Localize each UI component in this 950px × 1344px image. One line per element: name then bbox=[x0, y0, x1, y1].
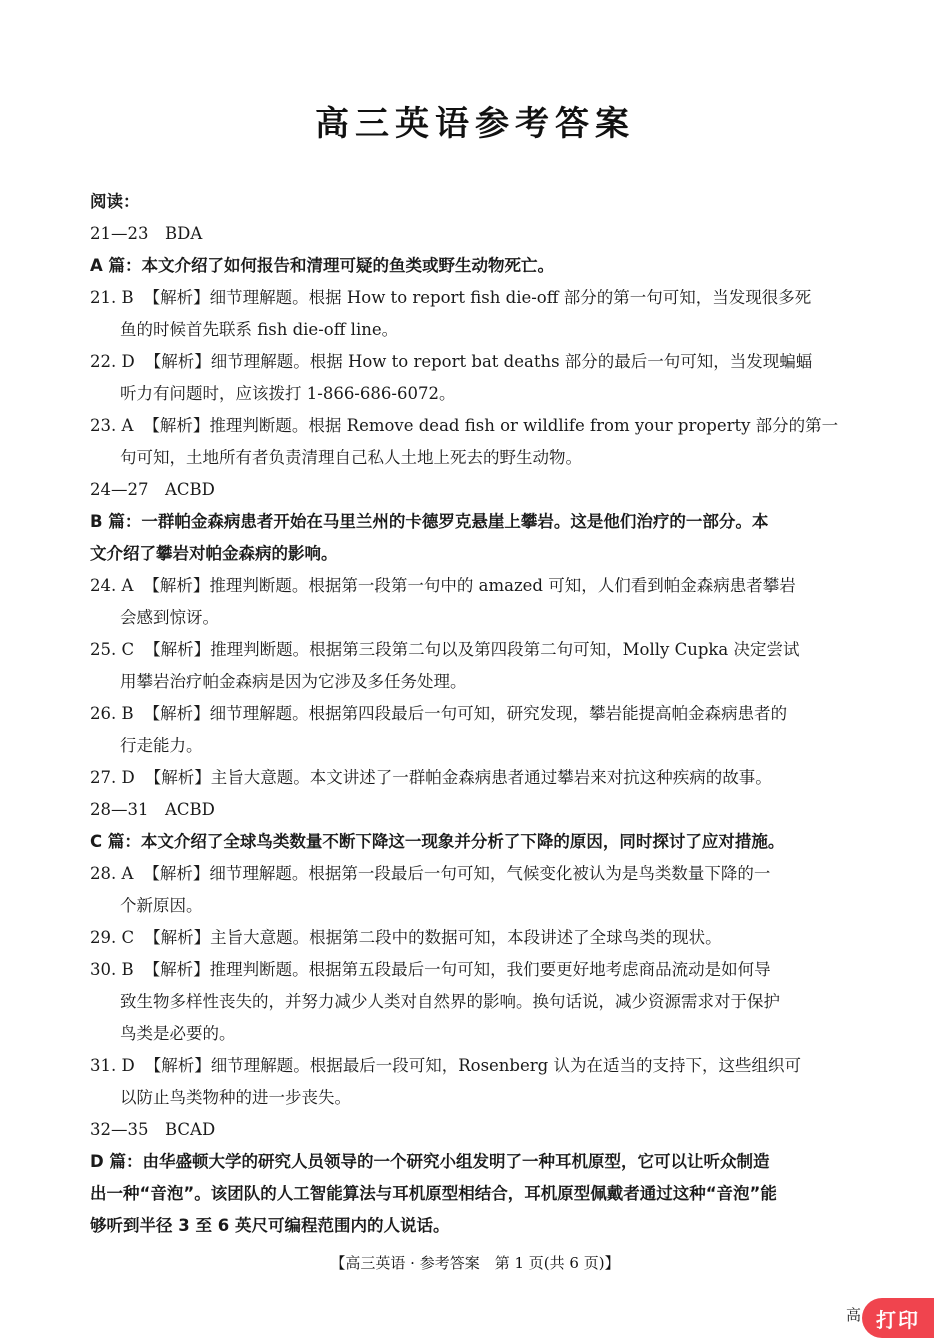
passage-summary bbox=[90, 826, 865, 858]
answer-range: 28—31 ACBD bbox=[90, 800, 215, 819]
explanation-text: 【解析】推理判断题。根据第三段第二句以及第四段第二句可知，Molly Cupka 决定尝试 bbox=[144, 640, 800, 659]
question-number: 23. A bbox=[90, 416, 134, 435]
answer-item bbox=[90, 858, 865, 922]
answer-item bbox=[90, 634, 865, 698]
answer-item bbox=[90, 698, 865, 762]
question-number: 28. A bbox=[90, 864, 134, 883]
page-footer: 【高三英语 · 参考答案 第 1 页(共 6 页)】 bbox=[330, 1254, 620, 1272]
summary-line: B 篇：一群帕金森病患者开始在马里兰州的卡德罗克悬崖上攀岩。这是他们治疗的一部分。本 bbox=[90, 512, 769, 531]
item-continuation-line: 以防止鸟类物种的进一步丧失。 bbox=[120, 1088, 351, 1107]
question-number: 26. B bbox=[90, 704, 134, 723]
item-first-line bbox=[90, 570, 865, 602]
section-label: 阅读： bbox=[90, 192, 140, 211]
item-first-line bbox=[90, 922, 865, 954]
answer-blocks bbox=[90, 218, 865, 1242]
question-number: 25. C bbox=[90, 640, 135, 659]
summary-line: 出一种“音泡”。该团队的人工智能算法与耳机原型相结合，耳机原型佩戴者通过这种“音泡”能 bbox=[90, 1184, 777, 1203]
explanation-text: 【解析】细节理解题。根据第四段最后一句可知，研究发现，攀岩能提高帕金森病患者的 bbox=[143, 704, 788, 723]
explanation-text: 【解析】细节理解题。根据 How to report bat deaths 部分的最后一句可知，当发现蝙蝠 bbox=[144, 352, 813, 371]
item-first-line bbox=[90, 410, 865, 442]
answer-item bbox=[90, 570, 865, 634]
passage-summary bbox=[90, 506, 865, 570]
item-first-line bbox=[90, 954, 865, 986]
summary-line: A 篇：本文介绍了如何报告和清理可疑的鱼类或野生动物死亡。 bbox=[90, 256, 555, 275]
explanation-text: 【解析】主旨大意题。本文讲述了一群帕金森病患者通过攀岩来对抗这种疾病的故事。 bbox=[144, 768, 772, 787]
item-continuation-line: 鱼的时候首先联系 fish die-off line。 bbox=[120, 320, 399, 339]
item-continuation-line: 会感到惊讶。 bbox=[120, 608, 219, 627]
explanation-text: 【解析】推理判断题。根据 Remove dead fish or wildlife from your property 部分的第一 bbox=[143, 416, 839, 435]
question-number: 30. B bbox=[90, 960, 134, 979]
item-continuation-line: 用攀岩治疗帕金森病是因为它涉及多任务处理。 bbox=[120, 672, 467, 691]
answer-range: 21—23 BDA bbox=[90, 224, 203, 243]
explanation-text: 【解析】主旨大意题。根据第二段中的数据可知，本段讲述了全球鸟类的现状。 bbox=[144, 928, 722, 947]
passage-summary bbox=[90, 250, 865, 282]
print-button[interactable]: 打印 bbox=[862, 1298, 934, 1338]
answer-item bbox=[90, 762, 865, 794]
answer-item bbox=[90, 954, 865, 1050]
corner-text: 高 bbox=[846, 1306, 862, 1324]
question-number: 22. D bbox=[90, 352, 135, 371]
answer-item bbox=[90, 282, 865, 346]
item-first-line bbox=[90, 634, 865, 666]
item-continuation-line: 句可知，土地所有者负责清理自己私人土地上死去的野生动物。 bbox=[120, 448, 582, 467]
page-title: 高三英语参考答案 bbox=[315, 104, 635, 144]
item-first-line bbox=[90, 1050, 865, 1082]
answer-range: 24—27 ACBD bbox=[90, 480, 215, 499]
item-continuation-line: 个新原因。 bbox=[120, 896, 203, 915]
item-first-line bbox=[90, 858, 865, 890]
item-first-line bbox=[90, 346, 865, 378]
summary-line: C 篇：本文介绍了全球鸟类数量不断下降这一现象并分析了下降的原因，同时探讨了应对措施。 bbox=[90, 832, 785, 851]
answer-item bbox=[90, 410, 865, 474]
answer-item bbox=[90, 1050, 865, 1114]
question-number: 31. D bbox=[90, 1056, 135, 1075]
question-number: 21. B bbox=[90, 288, 134, 307]
explanation-text: 【解析】细节理解题。根据最后一段可知，Rosenberg 认为在适当的支持下，这些组织可 bbox=[144, 1056, 801, 1075]
question-number: 27. D bbox=[90, 768, 135, 787]
explanation-text: 【解析】细节理解题。根据 How to report fish die-off 部分的第一句可知，当发现很多死 bbox=[143, 288, 812, 307]
explanation-text: 【解析】推理判断题。根据第一段第一句中的 amazed 可知，人们看到帕金森病患者攀岩 bbox=[143, 576, 796, 595]
passage-summary bbox=[90, 1146, 865, 1242]
answer-item bbox=[90, 922, 865, 954]
question-number: 29. C bbox=[90, 928, 135, 947]
item-continuation-line: 行走能力。 bbox=[120, 736, 203, 755]
item-continuation-line: 鸟类是必要的。 bbox=[120, 1024, 236, 1043]
item-first-line bbox=[90, 282, 865, 314]
item-first-line bbox=[90, 762, 865, 794]
answer-content bbox=[90, 186, 865, 1242]
explanation-text: 【解析】推理判断题。根据第五段最后一句可知，我们要更好地考虑商品流动是如何导 bbox=[143, 960, 771, 979]
item-continuation-line: 听力有问题时，应该拨打 1-866-686-6072。 bbox=[120, 384, 456, 403]
summary-line: D 篇：由华盛顿大学的研究人员领导的一个研究小组发明了一种耳机原型，它可以让听众制造 bbox=[90, 1152, 770, 1171]
question-number: 24. A bbox=[90, 576, 134, 595]
item-first-line bbox=[90, 698, 865, 730]
answer-item bbox=[90, 346, 865, 410]
answer-range: 32—35 BCAD bbox=[90, 1120, 216, 1139]
summary-line: 够听到半径 3 至 6 英尺可编程范围内的人说话。 bbox=[90, 1216, 450, 1235]
summary-line: 文介绍了攀岩对帕金森病的影响。 bbox=[90, 544, 338, 563]
explanation-text: 【解析】细节理解题。根据第一段最后一句可知，气候变化被认为是鸟类数量下降的一 bbox=[143, 864, 771, 883]
item-continuation-line: 致生物多样性丧失的，并努力减少人类对自然界的影响。换句话说，减少资源需求对于保护 bbox=[120, 992, 780, 1011]
